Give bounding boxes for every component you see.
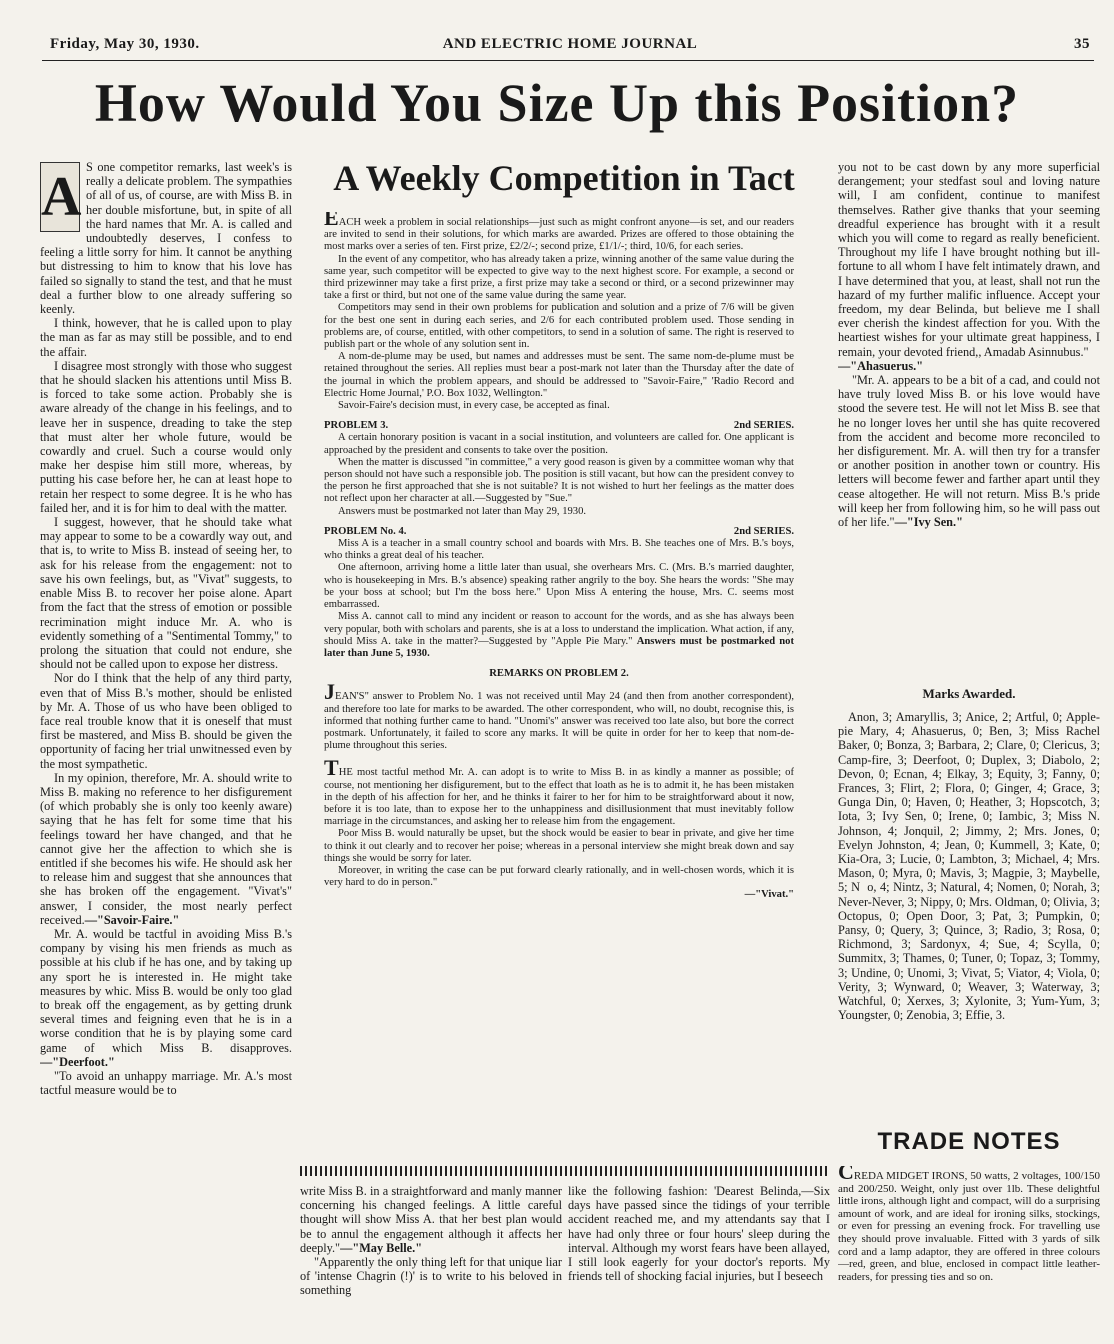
signature: —"May Belle." (340, 1240, 423, 1255)
intro-paragraph: Competitors may send in their own problems for publication and solution and a prize of 7/6 will be given for the best one sent in during each series, and 2/6 for each contributed problem used. Those sending in problems are, of course, entitled, with other competitors, to send in a solution of same. The right is reserved to publish part or the whole of any solution sent in. (324, 302, 794, 351)
intro-paragraph (324, 212, 794, 254)
answer-paragraph (324, 755, 794, 828)
problem-title: PROBLEM 3. (324, 420, 389, 432)
problem-heading (324, 526, 794, 538)
article-paragraph (40, 771, 292, 927)
signature: —"Ivy Sen." (894, 515, 963, 530)
answer-paragraph: Moreover, in writing the case can be put forward clearly rationally, and in well-chosen words, which it is very hard to do in person." (324, 864, 794, 889)
dropcap: E (324, 212, 339, 230)
paragraph-text: EAN'S" answer to Problem No. 1 was not received until May 24 (and then from another correspondent), and therefore too late for marks to be awarded. The other correspondent, who will, no doubt, recognise this, is informed that nothing further came to hand. "Unomi's" answer was received too late also, but bore the correct postmark. Unfortunately, it failed to score any marks. It will be quite in order for her to keep that nom-de-plume throughout this series. (324, 691, 794, 752)
paragraph-text: "Apparently the only thing left for that unique liar of 'intense Chagrin (!)' is to write to his beloved in something (300, 1255, 562, 1298)
running-header (50, 36, 1090, 58)
paragraph-text: ACH week a problem in social relationships—just such as might confront anyone—is set, and our readers are invited to send in their solutions, for which marks are awarded. Prizes are offered to those obtaining the most marks over a series of ten. First prize, £2/2/-; second prize, £1/1/-; third, 10/6, for each series. (324, 217, 794, 253)
problem-paragraph: One afternoon, arriving home a little later than usual, she overhears Mrs. C. (Mrs. B.'s married daughter, who is housekeeping in Mrs. B.'s absence) speaking rather angrily to the boy. She hears the words: "She may be your boss at school; but I'm the boss here." Upon Miss A entering the house, Mrs. C. seems most embarrassed. (324, 562, 794, 611)
article-paragraph: Nor do I think that the help of any third party, even that of Miss B.'s mother, should be enlisted by Mr. A. Those of us who have been obliged to face real trouble know that it is oneself that must first be mastered, and Miss B. should be given the opportunity of facing her trial unwitnessed even by the most sympathetic. (40, 671, 292, 771)
competition-body (324, 212, 794, 1164)
signature: —"Deerfoot." (40, 1054, 115, 1069)
paragraph-text: In my opinion, therefore, Mr. A. should write to Miss B. making no reference to her disfigurement (of which probably she is only too keenly aware) saying that he has felt for some time that his feelings toward her have changed, and that he cannot give her the affection to which she is entitled if she becomes his wife. He should ask her to release him and suggest that she announces that she has broken off the engagement. "Vivat's" answer, I consider, the most nearly perfect received. (40, 770, 292, 927)
problem-deadline: Answers must be postmarked not later than May 29, 1930. (338, 505, 587, 517)
marks-list: Anon, 3; Amaryllis, 3; Anice, 2; Artful, 0; Apple-pie Mary, 4; Ahasuerus, 0; Ben, 3; Miss Rachel Baker, 0; Bonza, 3; Barbara, 2; Clare, 0; Clericus, 3; Camp-fire, 3; Deerfoot, 0; Duplex, 3; Diabolo, 2; Devon, 0; Ecnan, 4; Elkay, 3; Equity, 3; Fanny, 0; Frances, 3; Flirt, 2; Flora, 0; Ginger, 4; Grace, 3; Gunga Din, 0; Haven, 0; Heather, 3; Hopscotch, 3; Iota, 3; Ivy Sen, 0; Irene, 0; Iambic, 3; Miss N. Johnson, 4; Jonquil, 2; Jimmy, 2; Mrs. Jones, 0; Evelyn Johnston, 4; Jean, 0; Kummell, 3; Kate, 0; Kia-Ora, 3; Lucie, 0; Lambton, 3; Michael, 4; Mrs. Mason, 0; Myra, 0; Mavis, 3; Magpie, 3; Maybelle, 5; N⁠ ⁠ ⁠o, 4; Nintz, 3; Natural, 4; Nomen, 0; Norah, 3; Never-Never, 3; Nippy, 0; Mrs. Oldman, 0; Olivia, 3; Octopus, 0; Open Door, 3; Pat, 3; Pumpkin, 0; Pansy, 0; Query, 3; Quince, 3; Radio, 3; Rosa, 0; Richmond, 3; Sardonyx, 4; Sue, 4; Scylla, 0; Summitx, 3; Thames, 0; Tuner, 0; Topaz, 3; Tommy, 3; Undine, 0; Unomi, 3; Vivat, 5; Viator, 4; Viola, 0; Verity, 3; Wynward, 0; Weaver, 3; Waterway, 3; Watchful, 0; Xerxes, 3; Xylonite, 3; Yum-Yum, 3; Youngster, 0; Zenobia, 3; Effie, 3. (838, 710, 1100, 1023)
answer-paragraph: Poor Miss B. would naturally be upset, but the shock would be easier to bear in private, and give her time to think it out clearly and to recover her poise; whereas in a personal interview she might break down and say things she would be sorry for later. (324, 828, 794, 864)
paragraph-text: write Miss B. in a straightforward and manly manner concerning his changed feelings. A little careful thought will show Miss A. that her best plan would be to annul the engagement although it affects her deeply." (300, 1184, 562, 1255)
intro-paragraph: A nom-de-plume may be used, but names and addresses must be sent. The same nom-de-plume must be retained throughout the series. All replies must bear a post-mark not later than the Thursday after the date of the journal in which the problem appears, and should be addressed to "Savoir-Faire," 'Radio Record and Electric Home Journal,' P.O. Box 1032, Wellington." (324, 351, 794, 399)
bottom-column-2 (300, 1184, 562, 1344)
remarks-heading: REMARKS ON PROBLEM 2. (489, 668, 629, 680)
article-paragraph: I disagree most strongly with those who suggest that he should slacken his attentions until Miss B. is forced to take some action. Probably she is aware already of the change in his feelings, and to leave her in suspence, dreading to take the step that must alter her whole future, would be cowardly and cruel. Such a course would only make her despise him still more, whereas, by putting his case before her, he can at least hope to retain her respect to some degree. It is he who has failed her, and it is for him to deal with the matter. (40, 358, 292, 515)
paragraph-text: Mr. A. would be tactful in avoiding Miss B.'s company by vising his men friends as much as possible at his club if he has one, and by taking up any sport he is interested in. He might take measures by whic. Miss B. would be only too glad to break off the engagement, as by getting drunk several times and feigning even that he is in a worse condition that he is by playing some card game of which Miss B. disapproves. (40, 926, 292, 1055)
paragraph-text: Miss A. cannot call to mind any incident or reason to account for the words, and as she has always been very popular, both with scholars and parents, she is at a loss to understand the implication. What action, if any, should Miss A. take in the matter?—Suggested by "Apple Pie Mary." (324, 611, 794, 647)
dropcap: C (838, 1166, 854, 1184)
intro-paragraph: In the event of any competitor, who has already taken a prize, winning another of the same value during the same year, such competitor will be expected to give way to the next highest score. For example, a second or third prizewinner may take a first prize, a first prize may take a second or third, or a second prizewinner may take a first or third, but not one of the same value during the same year. (324, 253, 794, 302)
signature: —"Vivat." (744, 889, 794, 901)
page-number: 35 (1074, 36, 1090, 52)
signature: —"Savoir-Faire." (84, 912, 180, 927)
trade-notes-heading: TRADE NOTES (877, 1128, 1061, 1155)
problem-paragraph (324, 611, 794, 660)
paragraph-text: HE most tactful method Mr. A. can adopt is to write to Miss B. in as kindly a manner as possible; of course, not mentioning her disfigurement, but to the effect that loath as he is to admit it, he has been mistaken in the depth of his affection for her, and he thinks it fairer to her for him to be straightforward about it now, before it is too late, than to expose her to the unhappiness and disillusionment that must inevitably follow marriage in the circumstances, and asking her to release him from the engagement. (324, 767, 794, 828)
dropcap: A (40, 162, 80, 232)
bottom-column-3: like the following fashion: 'Dearest Belinda,—Six days have passed since the tidings of your terrible accident reached me, and my attendants say that I have had only three or four hours' sleep during the interval. Although my worst fears have been allayed, I still look eagerly for your doctor's reports. My friends tell of shocking facial injuries, but I beseech (568, 1184, 830, 1284)
article-paragraph: "To avoid an unhappy marriage. Mr. A.'s most tactful measure would be to (40, 1069, 292, 1098)
dropcap: T (324, 755, 339, 781)
issue-date: Friday, May 30, 1930. (50, 36, 200, 52)
paragraph-text: you not to be cast down by any more superficial derangement; your stedfast soul and loving nature will, I am confident, continue to manifest themselves. Rather give thanks that your seeming dreadful experience has brought with it a result which you will come to regard as really beneficient. Throughout my life I have brought nothing but ill-fortune to all whom I have felt intimately drawn, and I have determined that you, at least, shall not run the hazard of my further malific influence. Accept your freedom, my dear Belinda, but believe me I shall ever cherish the kindest affection for you. With the heartiest wishes for your ultimate great happiness, I remain, your devoted friend,, Amadab Asinnubus." (838, 160, 1100, 359)
decorative-divider (300, 1166, 828, 1176)
right-column (838, 160, 1100, 700)
paragraph-text: REDA MIDGET IRONS, 50 watts, 2 voltages, 100/150 and 200/250. Weight, only just over 1lb. These delightful little irons, although light and compact, will do a surprising amount of work, and are ideal for ironing silks, stockings, or even for pressing an evening frock. For travelling use they should prove invaluable. Fitted with 3 yards of silk cord and a lamp adaptor, they are offered in three colours—red, green, and blue, enclosed in compact little leather-readers, for pressing ties and so on. (838, 1170, 1100, 1283)
problem-title: PROBLEM No. 4. (324, 525, 407, 537)
problem-deadline: Answers must be postmarked not later than June 5, 1930. (324, 635, 794, 659)
problem-heading (324, 420, 794, 432)
article-paragraph: I think, however, that he is called upon to play the man as far as may still be possible, and to end the affair. (40, 316, 292, 359)
series-label: 2nd SERIES. (733, 420, 794, 432)
series-label: 2nd SERIES. (733, 525, 794, 537)
article-paragraph: I suggest, however, that he should take what may appear to some to be a cowardly way out, and that is, to write to Miss B. instead of seeing her, to ask for his release from the engagement: not to save his own feelings, but, as "Vivat" suggests, to enable Miss B. to recover her poise alone. Apart from the fact that the stress of emotion or possible recrimination might induce Mr. A. who is evidently something of a "Sentimental Tommy," to prolong the situation that could not endure, she should not be called upon to expose her distress. (40, 515, 292, 672)
signature-text: —"Ahasuerus." (838, 358, 924, 373)
problem-paragraph: Miss A is a teacher in a small country school and boards with Mrs. B. She teaches one of Mrs. B.'s boys, who thinks a great deal of his teacher. (324, 538, 794, 562)
intro-paragraph: Savoir-Faire's decision must, in every case, be accepted as final. (338, 400, 610, 412)
problem-paragraph: A certain honorary position is vacant in a social institution, and volunteers are called for. One applicant is approached by the president and consents to take over the position. (324, 432, 794, 456)
page-headline: How Would You Size Up this Position? (94, 73, 1020, 133)
signature (838, 359, 1100, 373)
remarks-paragraph (324, 679, 794, 752)
trade-notes-body (838, 1166, 1100, 1342)
article-paragraph (40, 927, 292, 1069)
paragraph-text: "Mr. A. appears to be a bit of a cad, and could not have truly loved Miss B. or his love would have stood the severe test. He will not let Miss B. see that he no longer loves her until she has quite recovered from the accident and become more reconciled to her disfigurement. Mr. A. will then try for a transfer or another position in another town or country. His letters will become fewer and farther apart until they cease altogether. He will not return. Miss B.'s pride will keep her from following him, so he will pass out of her life." (838, 373, 1100, 530)
journal-name: AND ELECTRIC HOME JOURNAL (442, 36, 698, 52)
competition-title: A Weekly Competition in Tact (333, 158, 795, 198)
article-paragraph (838, 373, 1100, 529)
problem-paragraph: When the matter is discussed "in committee," a very good reason is given by a committee woman why that person should not have such a responsible job. The position is still vacant, but how can the president convey to the person he first approached that she is not suitable? It is not wished to hurt her feelings as the matter does not reflect upon her character at all.—Suggested by "Sue." (324, 456, 794, 505)
marks-heading: Marks Awarded. (922, 686, 1016, 701)
article-paragraph: S one competitor remarks, last week's is really a delicate problem. The sympathies of all of us, of course, are with Miss B. in her double misfortune, but, in spite of all the hard names that Mr. A. is called and undoubtedly deserves, I confess to feeling a little sorry for him. It cannot be anything but distressing to him to know that his love has failed so signally to stand the test, and that he must deal a further blow to one already suffering so keenly. (40, 160, 292, 317)
dropcap: J (324, 679, 335, 705)
left-column (40, 160, 292, 1340)
header-rule (42, 60, 1094, 61)
